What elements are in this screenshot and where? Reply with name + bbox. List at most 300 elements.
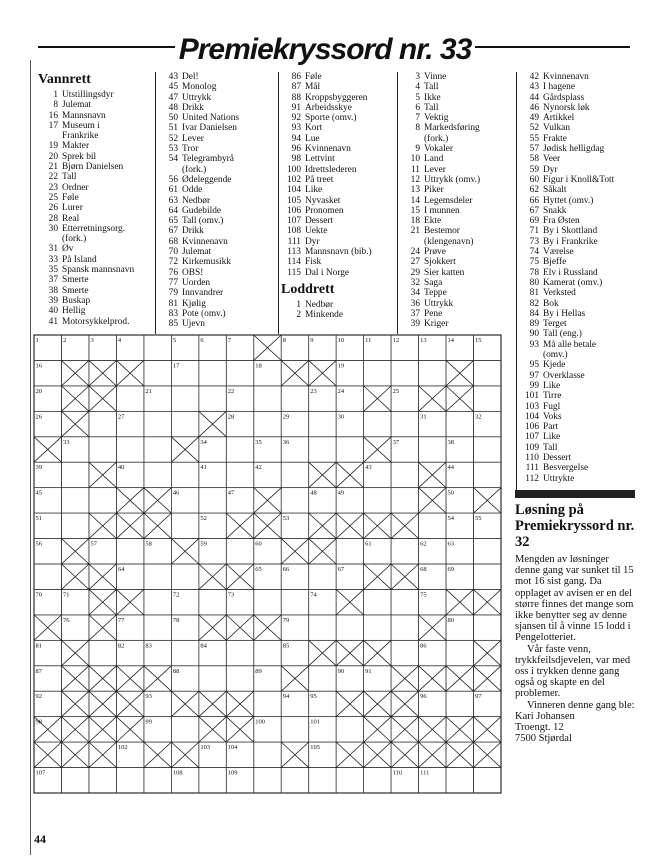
clue-item: [517, 247, 642, 257]
clue-text: Dessert: [543, 452, 572, 463]
clue-item: [156, 319, 278, 329]
clue-text: Legemsdeler: [424, 195, 473, 206]
clue-item: [517, 206, 642, 216]
clue-number: 99: [529, 380, 539, 391]
clue-text: Spansk mannsnavn: [62, 265, 135, 276]
clue-item: [279, 185, 397, 195]
clue-text: Lever: [182, 133, 204, 144]
clue-item: [36, 111, 156, 121]
cell-number: 102: [117, 744, 128, 752]
clue-number: 102: [286, 174, 301, 185]
clue-item: [279, 134, 397, 144]
clue-number: 98: [291, 154, 301, 165]
clue-number: 8: [53, 100, 58, 111]
clue-item: [517, 329, 642, 339]
cell-number: 92: [35, 693, 42, 701]
clue-text: Føle: [305, 72, 322, 82]
clue-text: By i Frankrike: [543, 236, 598, 247]
clue-text: Fugl: [543, 401, 561, 412]
clue-number: 32: [410, 277, 420, 288]
cell-number: 78: [172, 616, 180, 624]
clue-number: 93: [291, 123, 301, 134]
cell-number: 22: [227, 387, 235, 395]
clue-item: [517, 165, 642, 175]
clue-number: 48: [168, 102, 178, 113]
cell-number: 87: [35, 667, 42, 675]
cell-number: 99: [145, 718, 152, 726]
clue-item: [279, 206, 397, 216]
clue-text: Overklasse: [543, 370, 585, 381]
clue-item: [517, 463, 642, 473]
clue-text: Tall (eng.): [543, 329, 582, 340]
clue-text: Mål: [305, 82, 321, 93]
clue-item: [398, 185, 516, 195]
clue-item: [517, 154, 642, 164]
cell-number: 91: [365, 667, 372, 675]
clue-number: 63: [168, 195, 178, 206]
clue-number: 15: [410, 205, 420, 216]
clue-text: Odde: [182, 185, 203, 196]
clue-text: Kort: [305, 123, 323, 134]
clue-item: [398, 82, 516, 92]
cell-number: 61: [365, 540, 372, 548]
clue-item: [398, 206, 516, 216]
clue-text: Lever: [424, 164, 446, 175]
solution-bar: [515, 490, 635, 498]
clue-text: Uttrykk: [182, 92, 212, 103]
clue-item: [517, 453, 642, 463]
clue-number: 85: [168, 319, 178, 330]
clue-text: Vokaler: [424, 144, 453, 155]
clue-number: 6: [415, 102, 420, 113]
cell-number: 24: [337, 387, 345, 395]
cell-number: 80: [447, 616, 455, 624]
clue-number: 58: [529, 154, 539, 165]
clue-item: [156, 206, 278, 216]
clue-text: Pene: [424, 308, 443, 319]
clue-number: 16: [48, 110, 58, 121]
clue-item: [517, 443, 642, 453]
cell-number: 90: [337, 667, 345, 675]
clue-number: 41: [48, 316, 58, 327]
clue-item: [156, 103, 278, 113]
clue-item: [279, 216, 397, 226]
clue-item: [36, 100, 156, 110]
clue-item: [517, 123, 642, 133]
clue-number: 21: [410, 226, 420, 237]
clue-item: [156, 268, 278, 278]
clue-item: [517, 216, 642, 226]
clue-item: [156, 237, 278, 247]
clue-text: Nedbør: [305, 299, 334, 310]
clue-number: 39: [410, 319, 420, 330]
clue-number: 9: [415, 144, 420, 155]
clue-number: 19: [48, 141, 58, 152]
clue-item: [156, 288, 278, 298]
clue-text: Voks: [543, 411, 562, 422]
solution-paragraph: 7500 Stjørdal: [515, 733, 572, 745]
clue-number: 86: [291, 72, 301, 82]
cell-number: 109: [227, 769, 238, 777]
clue-text: (fork.): [62, 234, 87, 245]
cell-number: 51: [35, 515, 42, 523]
cell-number: 56: [35, 540, 42, 548]
clue-number: 103: [524, 401, 539, 412]
clue-text: Artikkel: [543, 113, 575, 124]
cell-number: 10: [337, 337, 345, 344]
cell-number: 8: [282, 337, 286, 344]
clue-item: [156, 278, 278, 288]
clue-text: Pote (omv.): [182, 308, 226, 319]
clue-item: [279, 268, 397, 278]
clue-item: [398, 134, 516, 144]
cell-number: 3: [90, 337, 94, 344]
clue-item: [517, 82, 642, 92]
clue-item: [517, 402, 642, 412]
clue-number: 104: [286, 185, 301, 196]
clue-item: [517, 350, 642, 360]
clue-item: [279, 257, 397, 267]
clue-number: 7: [415, 113, 420, 124]
clue-text: Terget: [543, 319, 567, 330]
clue-item: [517, 299, 642, 309]
cell-number: 40: [117, 464, 125, 472]
clue-number: 87: [291, 82, 301, 93]
cell-number: 84: [200, 642, 207, 650]
clues-column-3: [279, 72, 397, 321]
clue-item: [517, 412, 642, 422]
clue-number: 88: [291, 92, 301, 103]
cell-number: 101: [310, 718, 320, 726]
clue-text: Kvinnenavn: [543, 72, 589, 82]
clue-text: Innvandrer: [182, 288, 224, 299]
cell-number: 108: [172, 769, 183, 777]
clue-text: Frankrike: [62, 131, 99, 142]
clue-number: 82: [529, 298, 539, 309]
clue-number: 30: [48, 223, 58, 234]
cell-number: 30: [337, 413, 345, 421]
clue-item: [517, 226, 642, 236]
cell-number: 52: [200, 515, 207, 523]
clue-item: [36, 265, 156, 275]
clue-item: [517, 134, 642, 144]
clue-item: [156, 226, 278, 236]
clue-text: Må alle betale: [543, 339, 597, 350]
clue-item: [156, 134, 278, 144]
clue-item: [156, 309, 278, 319]
clue-text: Besvergelse: [543, 463, 589, 474]
clue-text: By i Hellas: [543, 308, 586, 319]
crossword-grid: [33, 334, 503, 799]
margin-line: [30, 60, 31, 855]
cell-number: 65: [255, 566, 262, 573]
clue-text: Vektig: [424, 113, 449, 124]
clue-text: Vinne: [424, 72, 447, 82]
clue-item: [156, 257, 278, 267]
clue-item: [36, 203, 156, 213]
cell-number: 35: [255, 438, 262, 446]
clue-text: Minkende: [305, 310, 344, 321]
clue-number: 3: [415, 72, 420, 82]
clue-item: [36, 214, 156, 224]
clue-item: [36, 131, 156, 141]
clue-item: [398, 103, 516, 113]
clue-item: [156, 196, 278, 206]
clue-item: [156, 175, 278, 185]
clue-number: 84: [529, 308, 539, 319]
clue-number: 109: [524, 442, 539, 453]
clue-number: 79: [168, 288, 178, 299]
clue-text: Bjeffe: [543, 257, 567, 268]
clue-number: 20: [48, 151, 58, 162]
clue-text: Lettvint: [305, 154, 335, 165]
clue-item: [398, 175, 516, 185]
clue-text: Museum i: [62, 120, 100, 131]
clue-item: [36, 172, 156, 182]
clue-item: [279, 72, 397, 82]
clue-item: [36, 286, 156, 296]
clue-number: 38: [48, 285, 58, 296]
clue-text: Sprek bil: [62, 151, 97, 162]
clue-number: 11: [410, 164, 420, 175]
clue-item: [517, 144, 642, 154]
cell-number: 54: [447, 515, 455, 523]
clue-number: 90: [529, 329, 539, 340]
clue-text: Kjede: [543, 360, 566, 371]
clue-item: [398, 216, 516, 226]
clue-text: Kriger: [424, 319, 449, 330]
cell-number: 23: [310, 387, 317, 395]
cell-number: 77: [117, 616, 125, 624]
cell-number: 33: [62, 438, 70, 446]
clue-number: 67: [529, 205, 539, 216]
clue-text: Lurer: [62, 203, 83, 214]
clue-text: Kvinnenavn: [305, 144, 351, 155]
cell-number: 17: [172, 362, 180, 370]
cell-number: 9: [310, 337, 314, 344]
clue-text: (fork.): [424, 133, 449, 144]
clue-item: [156, 154, 278, 164]
clue-item: [398, 154, 516, 164]
clue-number: 37: [48, 275, 58, 286]
clue-number: 65: [168, 216, 178, 227]
clue-number: 94: [291, 133, 301, 144]
cell-number: 111: [420, 769, 430, 777]
crossword-grid-svg: [33, 334, 503, 794]
clue-item: [36, 275, 156, 285]
clue-number: 111: [525, 463, 539, 474]
clue-number: 57: [529, 144, 539, 155]
clue-text: United Nations: [182, 113, 240, 124]
clue-text: Gudebilde: [182, 205, 222, 216]
clue-number: 60: [529, 174, 539, 185]
clue-text: Uttrykk (omv.): [424, 174, 481, 185]
clue-item: [517, 237, 642, 247]
clue-text: Bestemor: [424, 226, 460, 237]
clue-text: (fork.): [182, 164, 207, 175]
clue-item: [36, 141, 156, 151]
clue-number: 43: [529, 82, 539, 93]
clue-item: [398, 247, 516, 257]
cell-number: 37: [392, 438, 400, 446]
solution-paragraph: Mengden av løsninger denne gang var sunket til 15 mot 16 sist gang. Da opplaget av avisen er en del større finnes det mange som ikke benytter seg av denne sjansen til å vinne 15 lodd i Pengelotteriet.: [515, 554, 634, 644]
cell-number: 55: [475, 515, 482, 523]
clue-number: 28: [48, 213, 58, 224]
clue-number: 81: [529, 288, 539, 299]
clue-number: 89: [529, 319, 539, 330]
clue-number: 69: [529, 216, 539, 227]
clue-text: Real: [62, 213, 80, 224]
clue-number: 26: [48, 203, 58, 214]
clue-item: [517, 288, 642, 298]
clue-number: 67: [168, 226, 178, 237]
clue-item: [156, 72, 278, 82]
clue-text: Gårdsplass: [543, 92, 585, 103]
cell-number: 82: [117, 642, 125, 650]
cell-number: 67: [337, 566, 345, 573]
clue-item: [517, 391, 642, 401]
clue-text: Mannsnavn (bib.): [305, 247, 372, 258]
solution-box: [515, 490, 635, 744]
clue-number: 52: [168, 133, 178, 144]
clue-item: [398, 268, 516, 278]
clue-text: Snakk: [543, 205, 567, 216]
cell-number: 103: [200, 744, 211, 752]
clue-text: Drikk: [182, 102, 204, 113]
clue-number: 53: [168, 144, 178, 155]
cell-number: 110: [392, 769, 403, 777]
clue-number: 46: [529, 102, 539, 113]
cell-number: 85: [282, 642, 290, 650]
clue-number: 114: [287, 257, 301, 268]
cell-number: 11: [365, 337, 372, 344]
clue-item: [517, 175, 642, 185]
clue-text: Bok: [543, 298, 559, 309]
clue-number: 39: [48, 295, 58, 306]
clue-number: 106: [286, 205, 301, 216]
cell-number: 104: [227, 744, 238, 752]
clue-number: 35: [48, 265, 58, 276]
clue-item: [36, 234, 156, 244]
cell-number: 45: [35, 489, 42, 497]
clue-text: Kamerat (omv.): [543, 277, 603, 288]
clue-text: Mannsnavn: [62, 110, 106, 121]
clue-text: Vulkan: [543, 123, 571, 134]
cell-number: 88: [172, 667, 180, 675]
clue-text: Telegrambyrå: [182, 154, 234, 165]
clues-column-5: [517, 72, 642, 484]
clue-text: Tall: [543, 442, 558, 453]
clue-number: 40: [48, 306, 58, 317]
cell-number: 12: [392, 337, 400, 344]
clue-item: [517, 268, 642, 278]
clue-number: 72: [168, 257, 178, 268]
cell-number: 105: [310, 744, 320, 752]
clue-text: Dal i Norge: [305, 267, 350, 278]
clue-number: 12: [410, 174, 420, 185]
clue-item: [279, 144, 397, 154]
clue-number: 54: [168, 154, 178, 165]
clue-text: Tall (omv.): [182, 216, 224, 227]
clue-number: 23: [48, 182, 58, 193]
clue-item: [398, 113, 516, 123]
clue-item: [517, 340, 642, 350]
cell-number: 34: [200, 438, 207, 446]
clue-text: Veer: [543, 154, 561, 165]
clue-item: [398, 72, 516, 82]
clue-number: 59: [529, 164, 539, 175]
clue-item: [279, 113, 397, 123]
clue-text: Tror: [182, 144, 199, 155]
solution-paragraph: Kari Johansen: [515, 710, 575, 722]
clue-number: 76: [168, 267, 178, 278]
clue-number: 37: [410, 308, 420, 319]
clue-number: 78: [529, 267, 539, 278]
clue-number: 36: [410, 298, 420, 309]
clue-text: Del!: [182, 72, 199, 82]
clue-number: 66: [529, 195, 539, 206]
clue-item: [517, 103, 642, 113]
clue-number: 22: [48, 172, 58, 183]
clue-text: Nynorsk løk: [543, 102, 590, 113]
cell-number: 68: [420, 566, 427, 573]
clue-number: 107: [286, 216, 301, 227]
page-number: 44: [34, 832, 46, 846]
clue-number: 25: [48, 192, 58, 203]
clue-item: [398, 278, 516, 288]
cell-number: 46: [172, 489, 180, 497]
clue-text: Prøve: [424, 247, 446, 258]
cell-number: 62: [420, 540, 427, 548]
clue-number: 115: [287, 267, 301, 278]
cell-number: 64: [117, 566, 125, 573]
clue-number: 43: [168, 72, 178, 82]
clue-text: Figur i Knoll&Tott: [543, 174, 615, 185]
clue-text: Ujevn: [182, 319, 205, 330]
clue-number: 1: [53, 90, 58, 100]
cell-number: 81: [35, 642, 42, 650]
cell-number: 93: [145, 693, 152, 701]
clue-text: (omv.): [543, 350, 568, 361]
clue-item: [279, 123, 397, 133]
clue-number: 17: [48, 120, 58, 131]
clue-number: 49: [529, 113, 539, 124]
clue-text: I hagene: [543, 82, 576, 93]
clue-number: 50: [168, 113, 178, 124]
cell-number: 72: [172, 591, 180, 599]
clue-text: Saga: [424, 277, 443, 288]
cell-number: 31: [420, 413, 427, 421]
cell-number: 16: [35, 362, 42, 370]
clue-item: [36, 317, 156, 327]
clue-item: [279, 165, 397, 175]
clue-item: [279, 103, 397, 113]
cell-number: 29: [282, 413, 290, 421]
clue-number: 93: [529, 339, 539, 350]
cell-number: 75: [420, 591, 427, 599]
cell-number: 83: [145, 642, 152, 650]
clue-number: 91: [291, 102, 301, 113]
clue-item: [517, 422, 642, 432]
clue-item: [156, 185, 278, 195]
cell-number: 57: [90, 540, 97, 548]
clue-item: [279, 300, 397, 310]
clue-text: Verksted: [543, 288, 576, 299]
solution-paragraph: Vinneren denne gang ble:: [527, 699, 635, 711]
cell-number: 4: [117, 337, 122, 344]
clue-item: [517, 309, 642, 319]
clue-text: Dyr: [305, 236, 320, 247]
